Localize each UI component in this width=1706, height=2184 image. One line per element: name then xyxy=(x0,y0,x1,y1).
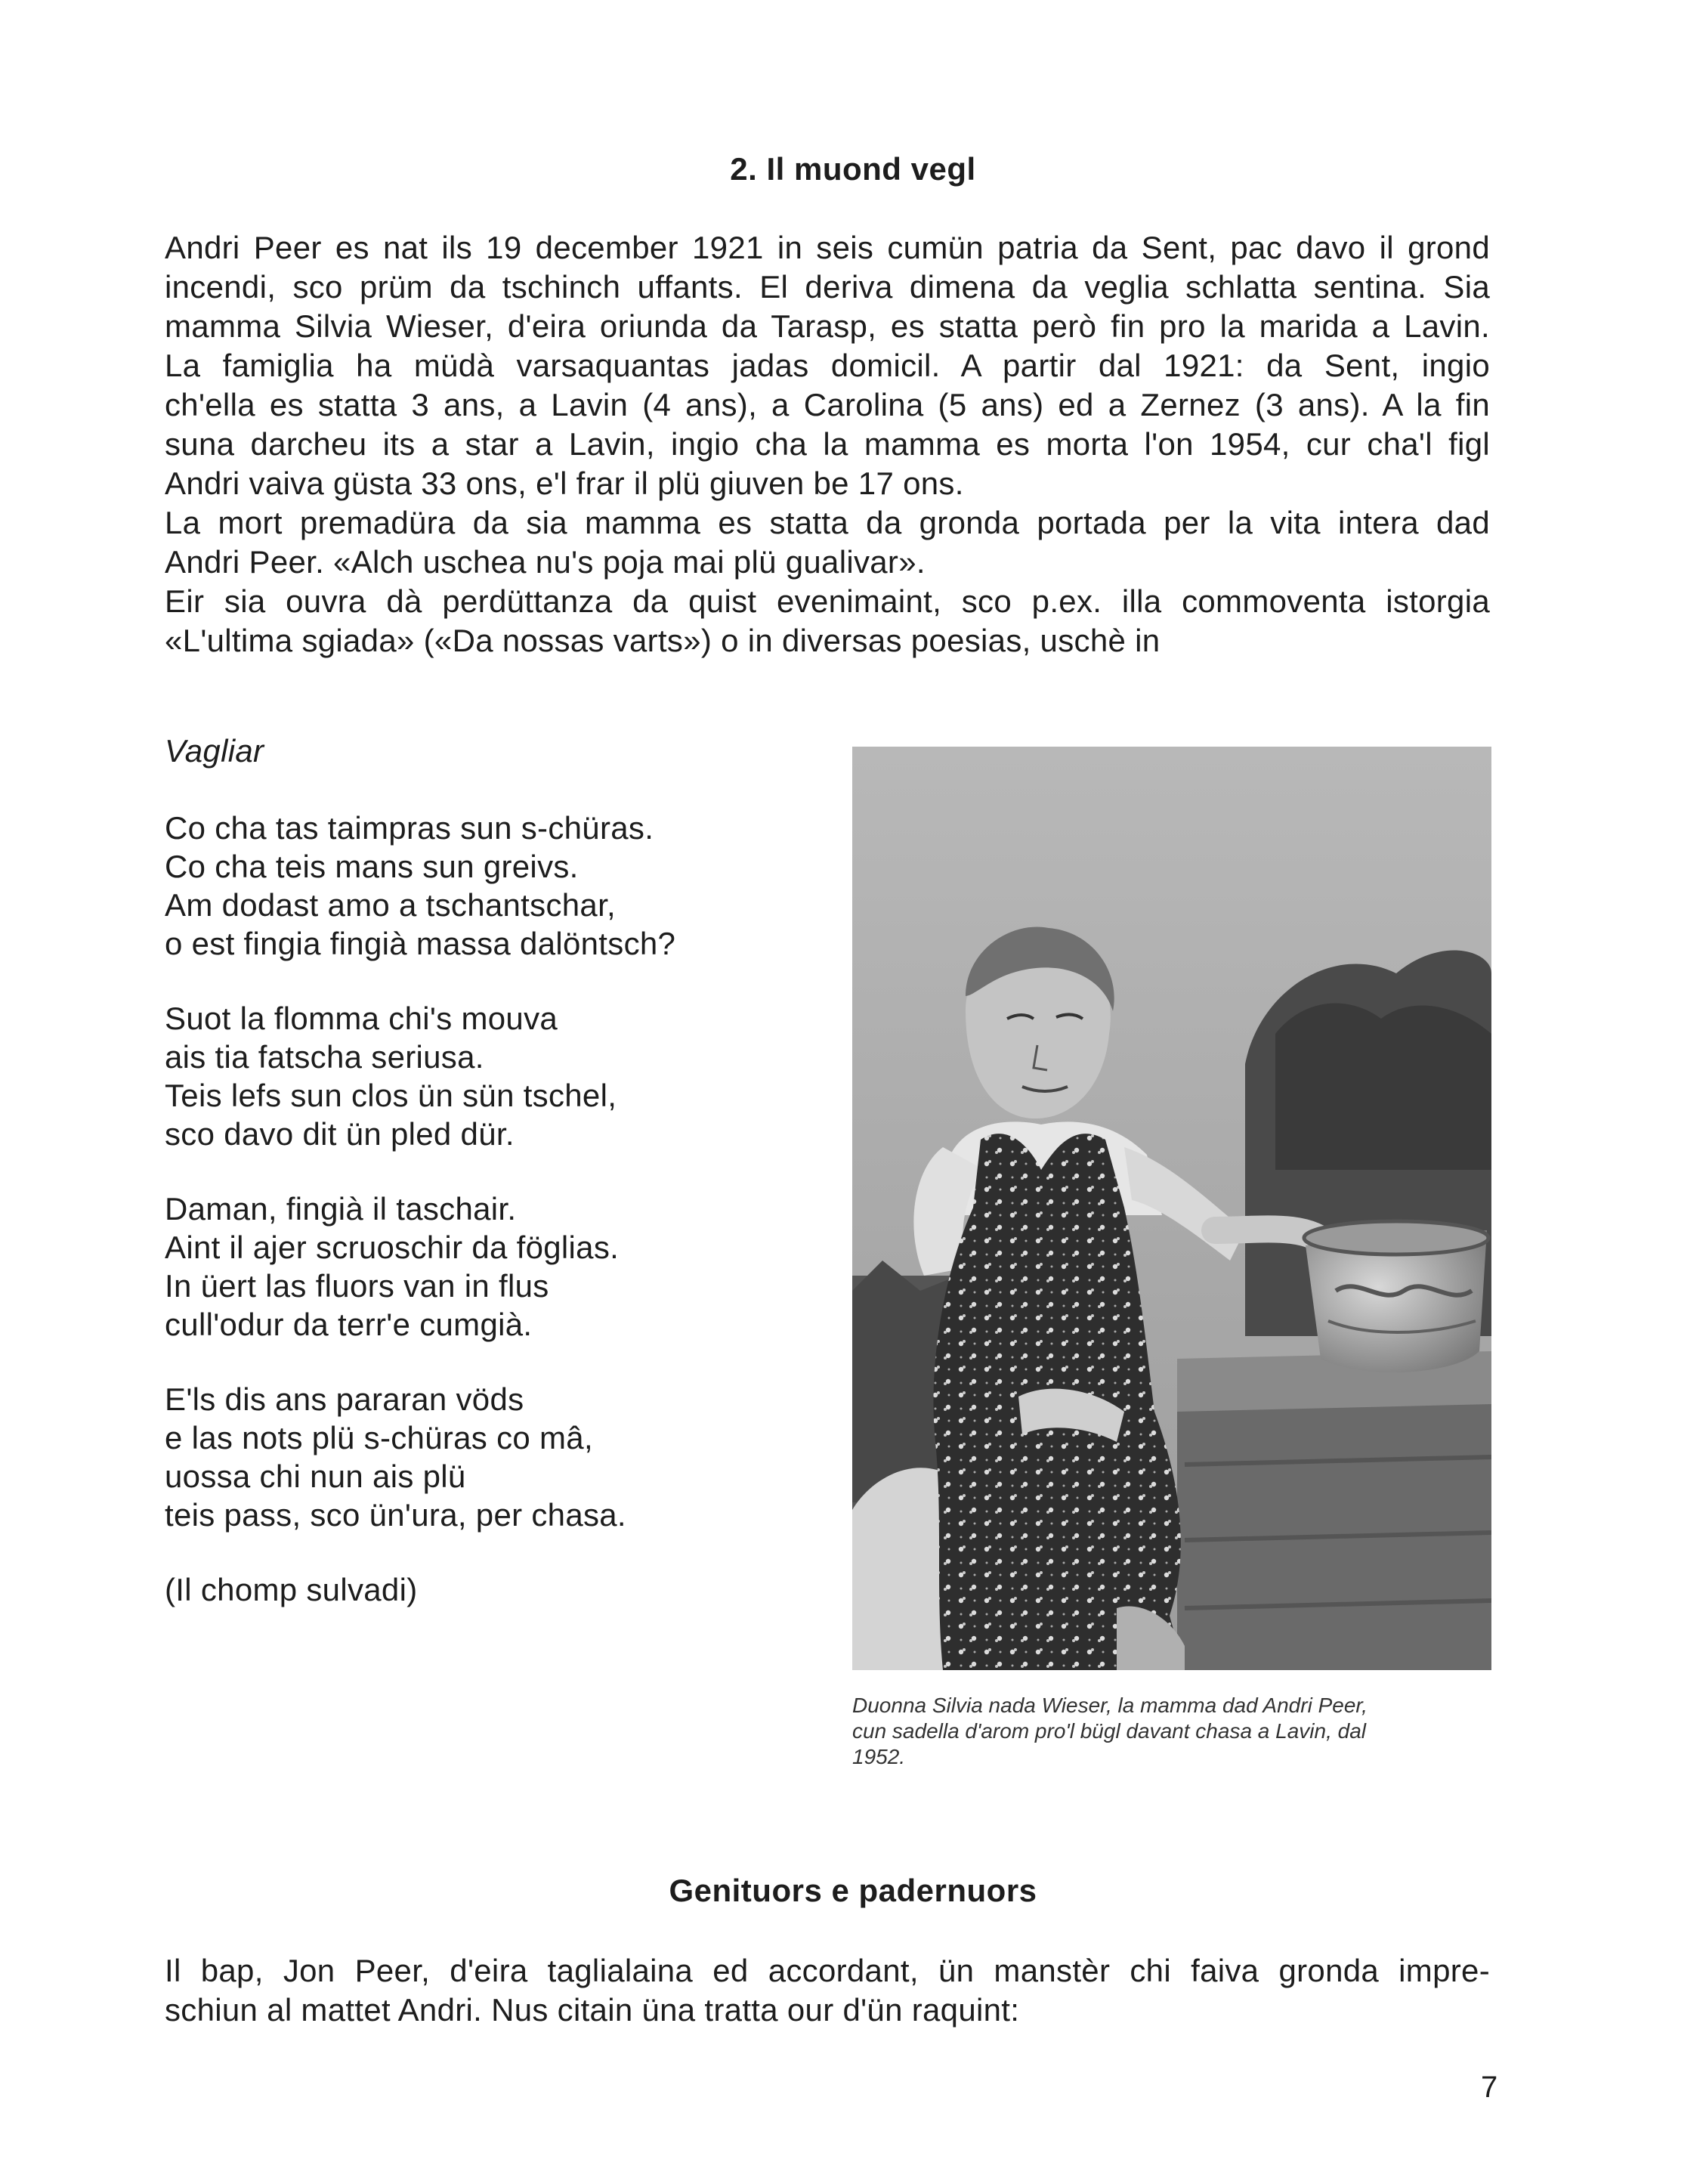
poem-line: ais tia fatscha seriusa. xyxy=(165,1039,484,1075)
intro-paragraph xyxy=(165,228,1490,660)
poem-line: In üert las fluors van in flus xyxy=(165,1268,549,1304)
poem-line: uossa chi nun ais plü xyxy=(165,1459,466,1494)
poem-stanza xyxy=(165,809,675,963)
text-line: Andri Peer. «Alch uschea nu's poja mai plü gualivar». xyxy=(165,544,926,580)
poem-line: Co cha teis mans sun greivs. xyxy=(165,849,579,884)
poem-stanza xyxy=(165,1380,626,1534)
text-line: Andri Peer es nat ils 19 december 1921 in seis cumün patria da Sent, pac davo il grond xyxy=(165,230,1490,265)
text-line: Eir sia ouvra dà perdüttanza da quist evenimaint, sco p.ex. illa commoventa istorgia xyxy=(165,583,1490,619)
poem-stanza xyxy=(165,1189,619,1344)
text-line: Il bap, Jon Peer, d'eira taglialaina ed accordant, ün manstèr chi faiva gronda impre- xyxy=(165,1953,1490,1988)
poem-line: Daman, fingià il taschair. xyxy=(165,1191,517,1227)
text-line: schiun al mattet Andri. Nus citain üna tratta our d'ün raquint: xyxy=(165,1992,1020,2028)
caption-line: Duonna Silvia nada Wieser, la mamma dad Andri Peer, xyxy=(852,1694,1368,1717)
caption-line: cun sadella d'arom pro'l bügl davant chasa a Lavin, dal xyxy=(852,1719,1367,1743)
photo-illustration xyxy=(852,747,1491,1670)
poem-line: cull'odur da terr'e cumgià. xyxy=(165,1307,533,1342)
poem-line: Teis lefs sun clos ün sün tschel, xyxy=(165,1078,617,1113)
text-line: «L'ultima sgiada» («Da nossas varts») o in diversas poesias, uschè in xyxy=(165,623,1161,658)
page-number: 7 xyxy=(1481,2071,1498,2104)
text-line: ch'ella es statta 3 ans, a Lavin (4 ans), a Carolina (5 ans) ed a Zernez (3 ans). A la fin xyxy=(165,387,1490,422)
poem-line: Aint il ajer scruoschir da föglias. xyxy=(165,1230,620,1265)
section-title: Genituors e padernuors xyxy=(669,1873,1037,1908)
poem-line: teis pass, sco ün'ura, per chasa. xyxy=(165,1497,626,1533)
poem-line: Am dodast amo a tschantschar, xyxy=(165,887,617,923)
caption-line: 1952. xyxy=(852,1745,906,1768)
text-line: suna darcheu its a star a Lavin, ingio cha la mamma es morta l'on 1954, cur cha'l figl xyxy=(165,426,1490,462)
poem-line: E'ls dis ans pararan vöds xyxy=(165,1381,524,1417)
poem-line: o est fingia fingià massa dalöntsch? xyxy=(165,926,676,961)
poem-stanza xyxy=(165,999,617,1153)
woman-with-copper-pot-photo xyxy=(852,747,1491,1670)
text-line: mamma Silvia Wieser, d'eira oriunda da Tarasp, es statta però fin pro la marida a Lavin. xyxy=(165,308,1490,344)
genitors-paragraph xyxy=(165,1951,1490,2030)
poem-source: (Il chomp sulvadi) xyxy=(165,1572,418,1607)
poem-line: e las nots plü s-chüras co mâ, xyxy=(165,1420,593,1455)
photo-caption xyxy=(852,1693,1491,1770)
poem-body xyxy=(165,809,845,1640)
chapter-title: 2. Il muond vegl xyxy=(730,151,976,187)
text-line: La famiglia ha müdà varsaquantas jadas domicil. A partir dal 1921: da Sent, ingio xyxy=(165,348,1490,383)
poem-line: Suot la flomma chi's mouva xyxy=(165,1001,558,1036)
poem-line: Co cha tas taimpras sun s-chüras. xyxy=(165,810,654,846)
poem-title: Vagliar xyxy=(165,733,264,769)
poem-line: sco davo dit ün pled dür. xyxy=(165,1116,515,1152)
text-line: incendi, sco prüm da tschinch uffants. El deriva dimena da veglia schlatta sentina. Sia xyxy=(165,269,1490,305)
text-line: Andri vaiva güsta 33 ons, e'l frar il plü giuven be 17 ons. xyxy=(165,466,964,501)
text-line: La mort premadüra da sia mamma es statta da gronda portada per la vita intera dad xyxy=(165,505,1490,540)
